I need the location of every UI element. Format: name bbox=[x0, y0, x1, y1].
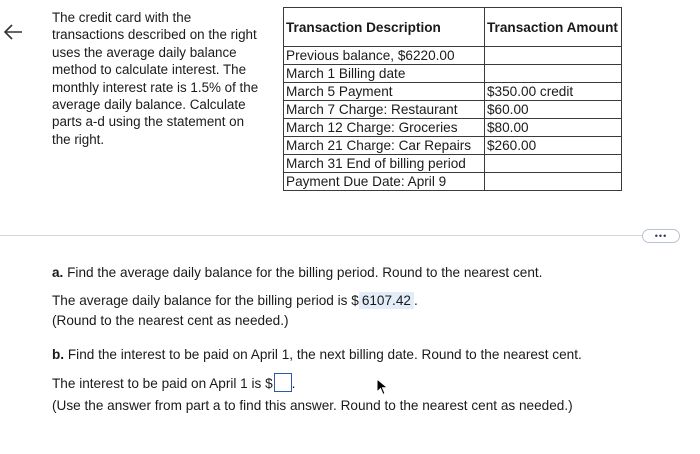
part-b-answer-suffix: . bbox=[291, 376, 296, 391]
table-row bbox=[284, 119, 622, 137]
description-cell: March 7 Charge: Restaurant bbox=[284, 101, 485, 119]
table-row bbox=[284, 101, 622, 119]
table-row bbox=[284, 155, 622, 173]
back-button[interactable] bbox=[2, 22, 24, 42]
description-cell: Payment Due Date: April 9 bbox=[284, 173, 485, 191]
mouse-cursor-icon bbox=[376, 378, 390, 396]
part-a-answer-value[interactable]: 6107.42 bbox=[359, 292, 414, 309]
intro-line: uses the average daily balance bbox=[52, 44, 237, 60]
description-cell: March 21 Charge: Car Repairs bbox=[284, 137, 485, 155]
table-row bbox=[284, 173, 622, 191]
intro-line: parts a-d using the statement on bbox=[52, 114, 245, 130]
part-a-answer-suffix: . bbox=[413, 293, 418, 308]
table-row bbox=[284, 137, 622, 155]
part-b-hint: (Use the answer from part a to find this answer. Round to the nearest cent as needed.) bbox=[52, 398, 573, 413]
more-options-button[interactable] bbox=[642, 229, 680, 243]
amount-cell bbox=[485, 65, 622, 83]
part-b-letter: b. bbox=[52, 347, 65, 362]
description-cell: Previous balance, $6220.00 bbox=[284, 47, 485, 65]
column-header-description: Transaction Description bbox=[284, 8, 485, 47]
intro-line: transactions described on the right bbox=[52, 27, 257, 43]
intro-line: method to calculate interest. The bbox=[52, 62, 247, 78]
table-header-row bbox=[284, 8, 622, 47]
part-a-hint: (Round to the nearest cent as needed.) bbox=[52, 313, 289, 328]
part-a-answer-prefix: The average daily balance for the billing period is $ bbox=[52, 293, 359, 308]
amount-cell: $60.00 bbox=[485, 101, 622, 119]
intro-line: monthly interest rate is 1.5% of the bbox=[52, 79, 259, 95]
part-b-question-text: Find the interest to be paid on April 1, the next billing date. Round to the nearest cent. bbox=[67, 347, 582, 362]
part-b-answer-line bbox=[52, 373, 295, 392]
table-row bbox=[284, 83, 622, 101]
part-b-answer-input[interactable] bbox=[274, 373, 292, 392]
transactions-table bbox=[283, 7, 622, 191]
intro-line: The credit card with the bbox=[52, 10, 192, 25]
description-cell: March 31 End of billing period bbox=[284, 155, 485, 173]
amount-cell: $260.00 bbox=[485, 137, 622, 155]
amount-cell: $80.00 bbox=[485, 119, 622, 137]
description-cell: March 12 Charge: Groceries bbox=[284, 119, 485, 137]
description-cell: March 1 Billing date bbox=[284, 65, 485, 83]
column-header-amount: Transaction Amount bbox=[485, 8, 622, 47]
amount-cell bbox=[485, 47, 622, 65]
problem-intro bbox=[52, 9, 274, 148]
more-dots-icon: ••• bbox=[654, 231, 668, 241]
table-row bbox=[284, 65, 622, 83]
intro-line: the right. bbox=[52, 131, 105, 147]
amount-cell: $350.00 credit bbox=[485, 83, 622, 101]
intro-line: average daily balance. Calculate bbox=[52, 97, 246, 113]
part-a-question-text: Find the average daily balance for the billing period. Round to the nearest cent. bbox=[67, 265, 543, 280]
section-divider bbox=[0, 235, 648, 236]
part-b-answer-prefix: The interest to be paid on April 1 is $ bbox=[52, 376, 273, 391]
part-a-answer-line bbox=[52, 292, 418, 309]
amount-cell bbox=[485, 173, 622, 191]
amount-cell bbox=[485, 155, 622, 173]
part-a-letter: a. bbox=[52, 265, 64, 280]
table-row bbox=[284, 47, 622, 65]
part-b-question bbox=[52, 347, 582, 362]
left-arrow-icon bbox=[2, 22, 24, 42]
part-a-question bbox=[52, 265, 542, 280]
description-cell: March 5 Payment bbox=[284, 83, 485, 101]
